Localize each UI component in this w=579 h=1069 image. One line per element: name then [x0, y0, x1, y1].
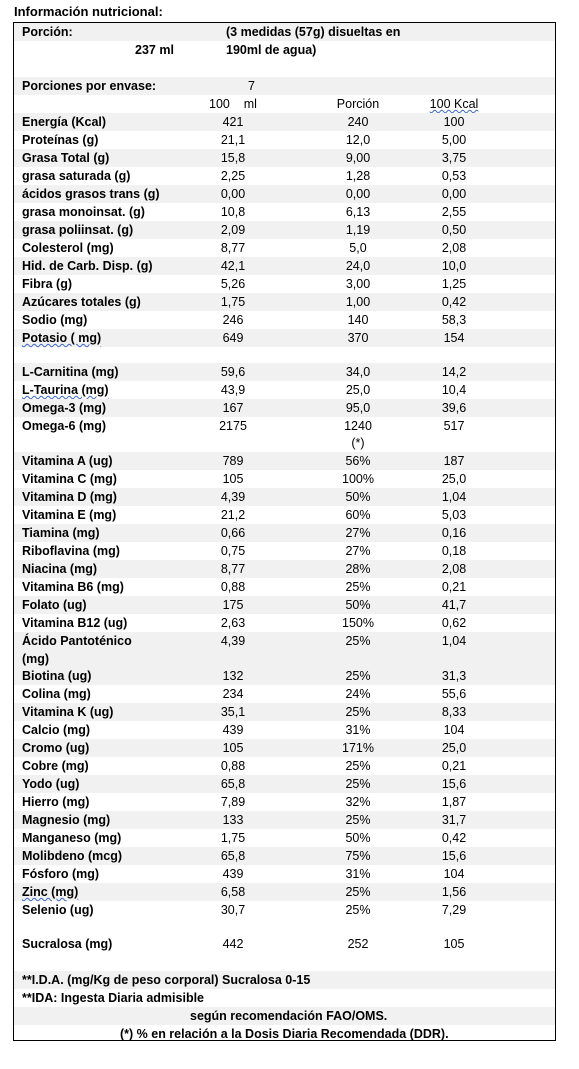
nutrient-value-portion: 25%: [345, 705, 371, 719]
nutrient-label: Cromo (ug): [22, 741, 90, 755]
nutrient-value-100kcal: 58,3: [441, 313, 467, 327]
nutrient-value-100ml: 0,66: [220, 526, 246, 540]
nutrient-value-100kcal: 39,6: [441, 401, 467, 415]
nutrient-label: Manganeso (mg): [22, 831, 122, 845]
nutrient-row-sodio-mg: [14, 311, 555, 329]
nutrient-value-portion: 25%: [345, 813, 371, 827]
nutrient-label: Vitamina A (ug): [22, 454, 113, 468]
nutrient-label: ácidos grasos trans (g): [22, 187, 160, 201]
nutrient-value-100kcal: 2,08: [441, 241, 467, 255]
nutrient-value-100ml: 246: [222, 313, 244, 327]
nutrient-label: Sodio (mg): [22, 313, 88, 327]
nutrient-value-100kcal: 1,04: [441, 634, 467, 648]
nutrient-row-niacina-mg: [14, 560, 555, 578]
nutrient-row-calcio-mg: [14, 721, 555, 739]
note-ida-sucralose: **I.D.A. (mg/Kg de peso corporal) Sucralosa 0-15: [22, 973, 311, 987]
nutrient-value-100kcal: 1,04: [441, 490, 467, 504]
nutrient-label: Hid. de Carb. Disp. (g): [22, 259, 153, 273]
note-ida-definition: **IDA: Ingesta Diaria admisible: [22, 991, 205, 1005]
nutrient-row-cobre-mg: [14, 757, 555, 775]
nutrient-label: Vitamina E (mg): [22, 508, 117, 522]
nutrient-value-100kcal: 15,6: [441, 849, 467, 863]
nutrient-row-riboflavina-mg: [14, 542, 555, 560]
nutrient-value-100ml: 175: [222, 598, 244, 612]
nutrient-value-portion: 50%: [345, 598, 371, 612]
nutrient-row-vitamina-e-mg: [14, 506, 555, 524]
nutrient-value-100kcal: 2,55: [441, 205, 467, 219]
nutrient-row-omega-6-mg: [14, 417, 555, 435]
nutrient-value-100kcal: 0,21: [441, 759, 467, 773]
nutrient-row-vitamina-d-mg: [14, 488, 555, 506]
nutrient-label: Selenio (ug): [22, 903, 94, 917]
nutrient-label: grasa poliinsat. (g): [22, 223, 134, 237]
nutrient-value-100kcal: 25,0: [441, 741, 467, 755]
nutrient-value-100kcal: 41,7: [441, 598, 467, 612]
nutrient-label: grasa saturada (g): [22, 169, 131, 183]
nutrient-value-100ml: 7,89: [220, 795, 246, 809]
nutrient-value-portion: 25%: [345, 669, 371, 683]
nutrient-value-portion: 0,00: [345, 187, 371, 201]
nutrient-value-100ml: 167: [222, 401, 244, 415]
nutrient-value-100ml: 0,88: [220, 759, 246, 773]
nutrient-value-portion: 60%: [345, 508, 371, 522]
nutrient-label: Zinc (mg): [22, 885, 79, 899]
asterisk-note-marker: (*): [351, 436, 365, 450]
nutrient-value-portion: 150%: [342, 616, 374, 630]
note-row-3: [14, 1007, 555, 1025]
nutrient-value-100kcal: 14,2: [441, 365, 467, 379]
nutrient-row-potasio-mg: [14, 329, 555, 347]
nutrient-row-proteinas-g: [14, 131, 555, 149]
nutrient-value-portion: 370: [347, 331, 369, 345]
nutrient-value-portion: 75%: [345, 849, 371, 863]
nutrient-label: Cobre (mg): [22, 759, 89, 773]
nutrient-value-portion: 171%: [342, 741, 374, 755]
nutrient-value-100kcal: 10,0: [441, 259, 467, 273]
nutrient-value-portion: 95,0: [345, 401, 371, 415]
nutrient-row-vitamina-c-mg: [14, 470, 555, 488]
nutrient-label: Energía (Kcal): [22, 115, 107, 129]
nutrient-value-portion: 5,0: [349, 241, 367, 255]
nutrient-row-grasa-saturada-g: [14, 167, 555, 185]
nutrient-label: Proteínas (g): [22, 133, 99, 147]
nutrient-row-vitamina-b6-mg: [14, 578, 555, 596]
nutrient-value-100kcal: 10,4: [441, 383, 467, 397]
nutrient-label: Tiamina (mg): [22, 526, 100, 540]
nutrient-value-100kcal: 0,18: [441, 544, 467, 558]
nutrient-value-portion: 25%: [345, 580, 371, 594]
nutrient-value-100ml: 59,6: [220, 365, 246, 379]
nutrient-value-portion: 50%: [345, 490, 371, 504]
nutrient-value-100ml: 2,25: [220, 169, 246, 183]
nutrient-value-portion: 32%: [345, 795, 371, 809]
nutrient-value-portion: 27%: [345, 544, 371, 558]
nutrient-row-zinc-mg: [14, 883, 555, 901]
nutrient-row-vitamina-k-ug: [14, 703, 555, 721]
nutrient-value-100ml: 439: [222, 723, 244, 737]
nutrient-value-portion: 1,19: [345, 223, 371, 237]
nutrient-value-100ml: 0,00: [220, 187, 246, 201]
nutrient-value-portion: 6,13: [345, 205, 371, 219]
sucralose-row: [14, 935, 555, 953]
nutrient-value-100kcal: 31,7: [441, 813, 467, 827]
nutrient-label: Niacina (mg): [22, 562, 98, 576]
nutrient-row-cromo-ug: [14, 739, 555, 757]
nutrient-value-100ml: 2,09: [220, 223, 246, 237]
nutrient-value-100kcal: 0,16: [441, 526, 467, 540]
nutrient-value-100ml: 0,75: [220, 544, 246, 558]
nutrient-value-portion: 24,0: [345, 259, 371, 273]
nutrient-value-portion: 25%: [345, 777, 371, 791]
nutrient-value-100ml: 4,39: [220, 490, 246, 504]
nutrient-row-magnesio-mg: [14, 811, 555, 829]
note-fao-oms: según recomendación FAO/OMS.: [190, 1009, 388, 1023]
nutrient-label: L-Taurina (mg): [22, 383, 109, 397]
nutrient-value-100ml: 8,77: [220, 241, 246, 255]
nutrient-label: Vitamina K (ug): [22, 705, 114, 719]
nutrient-value-100kcal: 0,50: [441, 223, 467, 237]
nutrient-value-100ml: 15,8: [220, 151, 246, 165]
nutrient-row-l-taurina-mg: [14, 381, 555, 399]
nutrient-value-100ml: 789: [222, 454, 244, 468]
nutrient-label: Biotina (ug): [22, 669, 92, 683]
servings-row: [14, 77, 555, 95]
nutrient-value-100ml: 42,1: [220, 259, 246, 273]
servings-label: Porciones por envase:: [22, 79, 157, 93]
note-row-1: [14, 971, 555, 989]
nutrient-value-100kcal: 0,00: [441, 187, 467, 201]
nutrient-value-100ml: 21,2: [220, 508, 246, 522]
nutrient-label: Vitamina B12 (ug): [22, 616, 128, 630]
portion-row: [14, 23, 555, 41]
nutrient-label: Calcio (mg): [22, 723, 91, 737]
nutrient-value-100kcal: 517: [443, 419, 465, 433]
nutrient-value-portion: 100%: [342, 472, 374, 486]
column-header-100ml: 100 ml: [209, 97, 257, 111]
nutrient-row-hid-de-carb-disp-g: [14, 257, 555, 275]
nutrient-value-100kcal: 15,6: [441, 777, 467, 791]
asterisk-row: [14, 434, 555, 452]
nutrient-value-100ml: 10,8: [220, 205, 246, 219]
nutrient-value-portion: 1240: [344, 419, 372, 433]
nutrient-value-portion: 1,00: [345, 295, 371, 309]
nutrient-value-100kcal: 0,62: [441, 616, 467, 630]
portion-label: Porción:: [22, 25, 73, 39]
nutrient-value-100kcal: 0,53: [441, 169, 467, 183]
nutrient-value-portion: 240: [347, 115, 369, 129]
nutrient-value-100ml: 43,9: [220, 383, 246, 397]
nutrient-row-colina-mg: [14, 685, 555, 703]
nutrient-value-100ml: 65,8: [220, 849, 246, 863]
nutrient-value-portion: 50%: [345, 831, 371, 845]
nutrient-value-100ml: 0,88: [220, 580, 246, 594]
nutrient-label: Fósforo (mg): [22, 867, 100, 881]
column-header-100kcal: 100 Kcal: [429, 97, 479, 111]
nutrient-row-grasa-monoinsat-g: [14, 203, 555, 221]
nutrient-row-energia-kcal: [14, 113, 555, 131]
nutrient-value-100ml: 1,75: [220, 831, 246, 845]
nutrient-label: Riboflavina (mg): [22, 544, 120, 558]
nutrient-value-100kcal: 7,29: [441, 903, 467, 917]
nutrient-value-100kcal: 104: [443, 723, 465, 737]
nutrient-value-portion: 3,00: [345, 277, 371, 291]
nutrient-value-100ml: 35,1: [220, 705, 246, 719]
nutrient-label: Magnesio (mg): [22, 813, 111, 827]
nutrient-value-portion: 25%: [345, 903, 371, 917]
nutrient-label: Grasa Total (g): [22, 151, 110, 165]
nutrient-value-100ml: 2175: [219, 419, 247, 433]
nutrient-label: Yodo (ug): [22, 777, 80, 791]
nutrient-value-100kcal: 1,56: [441, 885, 467, 899]
nutrient-value-portion: 9,00: [345, 151, 371, 165]
portion-ml: 237 ml: [135, 43, 174, 57]
nutrient-row-fosforo-mg: [14, 865, 555, 883]
nutrient-value-portion: 31%: [345, 867, 371, 881]
nutrient-value-100kcal: 2,08: [441, 562, 467, 576]
column-header-portion: Porción: [336, 97, 380, 111]
nutrient-value-100kcal: 154: [443, 331, 465, 345]
nutrient-row-l-carnitina-mg: [14, 363, 555, 381]
nutrient-row-fibra-g: [14, 275, 555, 293]
portion-description-line2: 190ml de agua): [226, 43, 317, 57]
nutrient-value-portion: 1,28: [345, 169, 371, 183]
sucralose-label: Sucralosa (mg): [22, 937, 113, 951]
nutrient-value-100ml: 1,75: [220, 295, 246, 309]
nutrient-row-acido-pantotenico-mg: [14, 632, 555, 668]
nutrient-row-biotina-ug: [14, 667, 555, 685]
page-title: Información nutricional:: [14, 4, 163, 19]
nutrient-value-100ml: 649: [222, 331, 244, 345]
nutrient-value-portion: 140: [347, 313, 369, 327]
nutrient-label: Colina (mg): [22, 687, 91, 701]
nutrient-row-grasa-poliinsat-g: [14, 221, 555, 239]
nutrient-value-portion: 12,0: [345, 133, 371, 147]
note-ddr: (*) % en relación a la Dosis Diaria Recomendada (DDR).: [120, 1027, 449, 1041]
nutrient-label: Ácido Pantoténico (mg): [22, 634, 132, 666]
nutrient-value-100kcal: 1,87: [441, 795, 467, 809]
nutrient-value-100kcal: 3,75: [441, 151, 467, 165]
nutrient-value-100kcal: 8,33: [441, 705, 467, 719]
nutrient-value-100kcal: 104: [443, 867, 465, 881]
nutrient-value-100ml: 21,1: [220, 133, 246, 147]
nutrient-label: grasa monoinsat. (g): [22, 205, 145, 219]
nutrient-value-100ml: 105: [222, 472, 244, 486]
nutrient-value-100kcal: 0,21: [441, 580, 467, 594]
nutrient-value-portion: 25%: [345, 759, 371, 773]
nutrient-value-100kcal: 187: [443, 454, 465, 468]
nutrient-value-100ml: 421: [222, 115, 244, 129]
servings-value: 7: [248, 79, 255, 93]
nutrient-value-100kcal: 31,3: [441, 669, 467, 683]
sucralose-value-100kcal: 105: [443, 937, 465, 951]
nutrient-label: Vitamina D (mg): [22, 490, 117, 504]
nutrient-value-portion: 56%: [345, 454, 371, 468]
nutrient-row-yodo-ug: [14, 775, 555, 793]
portion-description-line1: (3 medidas (57g) disueltas en: [226, 25, 401, 39]
sucralose-value-portion: 252: [347, 937, 369, 951]
portion-row-2: [14, 41, 555, 59]
nutrient-label: Molibdeno (mcg): [22, 849, 122, 863]
nutrient-row-tiamina-mg: [14, 524, 555, 542]
nutrient-value-100kcal: 5,00: [441, 133, 467, 147]
nutrient-label: Omega-6 (mg): [22, 419, 107, 433]
nutrient-value-100ml: 5,26: [220, 277, 246, 291]
nutrient-value-100kcal: 5,03: [441, 508, 467, 522]
nutrient-value-portion: 27%: [345, 526, 371, 540]
nutrient-value-100ml: 8,77: [220, 562, 246, 576]
nutrient-row-grasa-total-g: [14, 149, 555, 167]
nutrient-value-100ml: 65,8: [220, 777, 246, 791]
nutrient-label: Omega-3 (mg): [22, 401, 107, 415]
nutrient-row-selenio-ug: [14, 901, 555, 919]
nutrient-value-portion: 25%: [345, 885, 371, 899]
nutrient-label: Hierro (mg): [22, 795, 90, 809]
nutrient-value-portion: 25%: [345, 634, 371, 648]
nutrient-value-100ml: 6,58: [220, 885, 246, 899]
nutrient-row-molibdeno-mcg: [14, 847, 555, 865]
nutrient-value-100ml: 439: [222, 867, 244, 881]
nutrient-row-vitamina-a-ug: [14, 452, 555, 470]
nutrient-row-omega-3-mg: [14, 399, 555, 417]
note-row-4: [14, 1025, 555, 1043]
nutrient-label: Vitamina B6 (mg): [22, 580, 124, 594]
nutrient-label: Folato (ug): [22, 598, 87, 612]
nutrient-row-azucares-totales-g: [14, 293, 555, 311]
nutrient-value-100ml: 4,39: [220, 634, 246, 648]
nutrient-label: Colesterol (mg): [22, 241, 114, 255]
nutrient-value-100kcal: 100: [443, 115, 465, 129]
column-header-row: [14, 95, 555, 113]
nutrient-value-portion: 31%: [345, 723, 371, 737]
nutrient-row-acidos-grasos-trans-g: [14, 185, 555, 203]
nutrient-value-portion: 34,0: [345, 365, 371, 379]
nutrient-value-100ml: 30,7: [220, 903, 246, 917]
nutrient-value-100kcal: 0,42: [441, 831, 467, 845]
nutrient-value-100ml: 105: [222, 741, 244, 755]
nutrient-value-portion: 25,0: [345, 383, 371, 397]
nutrient-row-vitamina-b12-ug: [14, 614, 555, 632]
nutrient-value-100ml: 133: [222, 813, 244, 827]
nutrient-label: Fibra (g): [22, 277, 72, 291]
nutrient-value-100kcal: 25,0: [441, 472, 467, 486]
nutrient-row-colesterol-mg: [14, 239, 555, 257]
nutrient-row-manganeso-mg: [14, 829, 555, 847]
nutrient-value-100kcal: 55,6: [441, 687, 467, 701]
nutrient-value-100ml: 132: [222, 669, 244, 683]
nutrient-value-100kcal: 0,42: [441, 295, 467, 309]
nutrient-row-hierro-mg: [14, 793, 555, 811]
nutrient-row-folato-ug: [14, 596, 555, 614]
nutrient-value-100ml: 234: [222, 687, 244, 701]
nutrient-value-portion: 28%: [345, 562, 371, 576]
nutrient-label: Vitamina C (mg): [22, 472, 117, 486]
sucralose-value-100ml: 442: [222, 937, 244, 951]
nutrient-label: L-Carnitina (mg): [22, 365, 119, 379]
nutrient-value-100kcal: 1,25: [441, 277, 467, 291]
nutrient-label: Azúcares totales (g): [22, 295, 141, 309]
nutrient-value-portion: 24%: [345, 687, 371, 701]
note-row-2: [14, 989, 555, 1007]
nutrient-value-100ml: 2,63: [220, 616, 246, 630]
nutrient-label: Potasio ( mg): [22, 331, 102, 345]
